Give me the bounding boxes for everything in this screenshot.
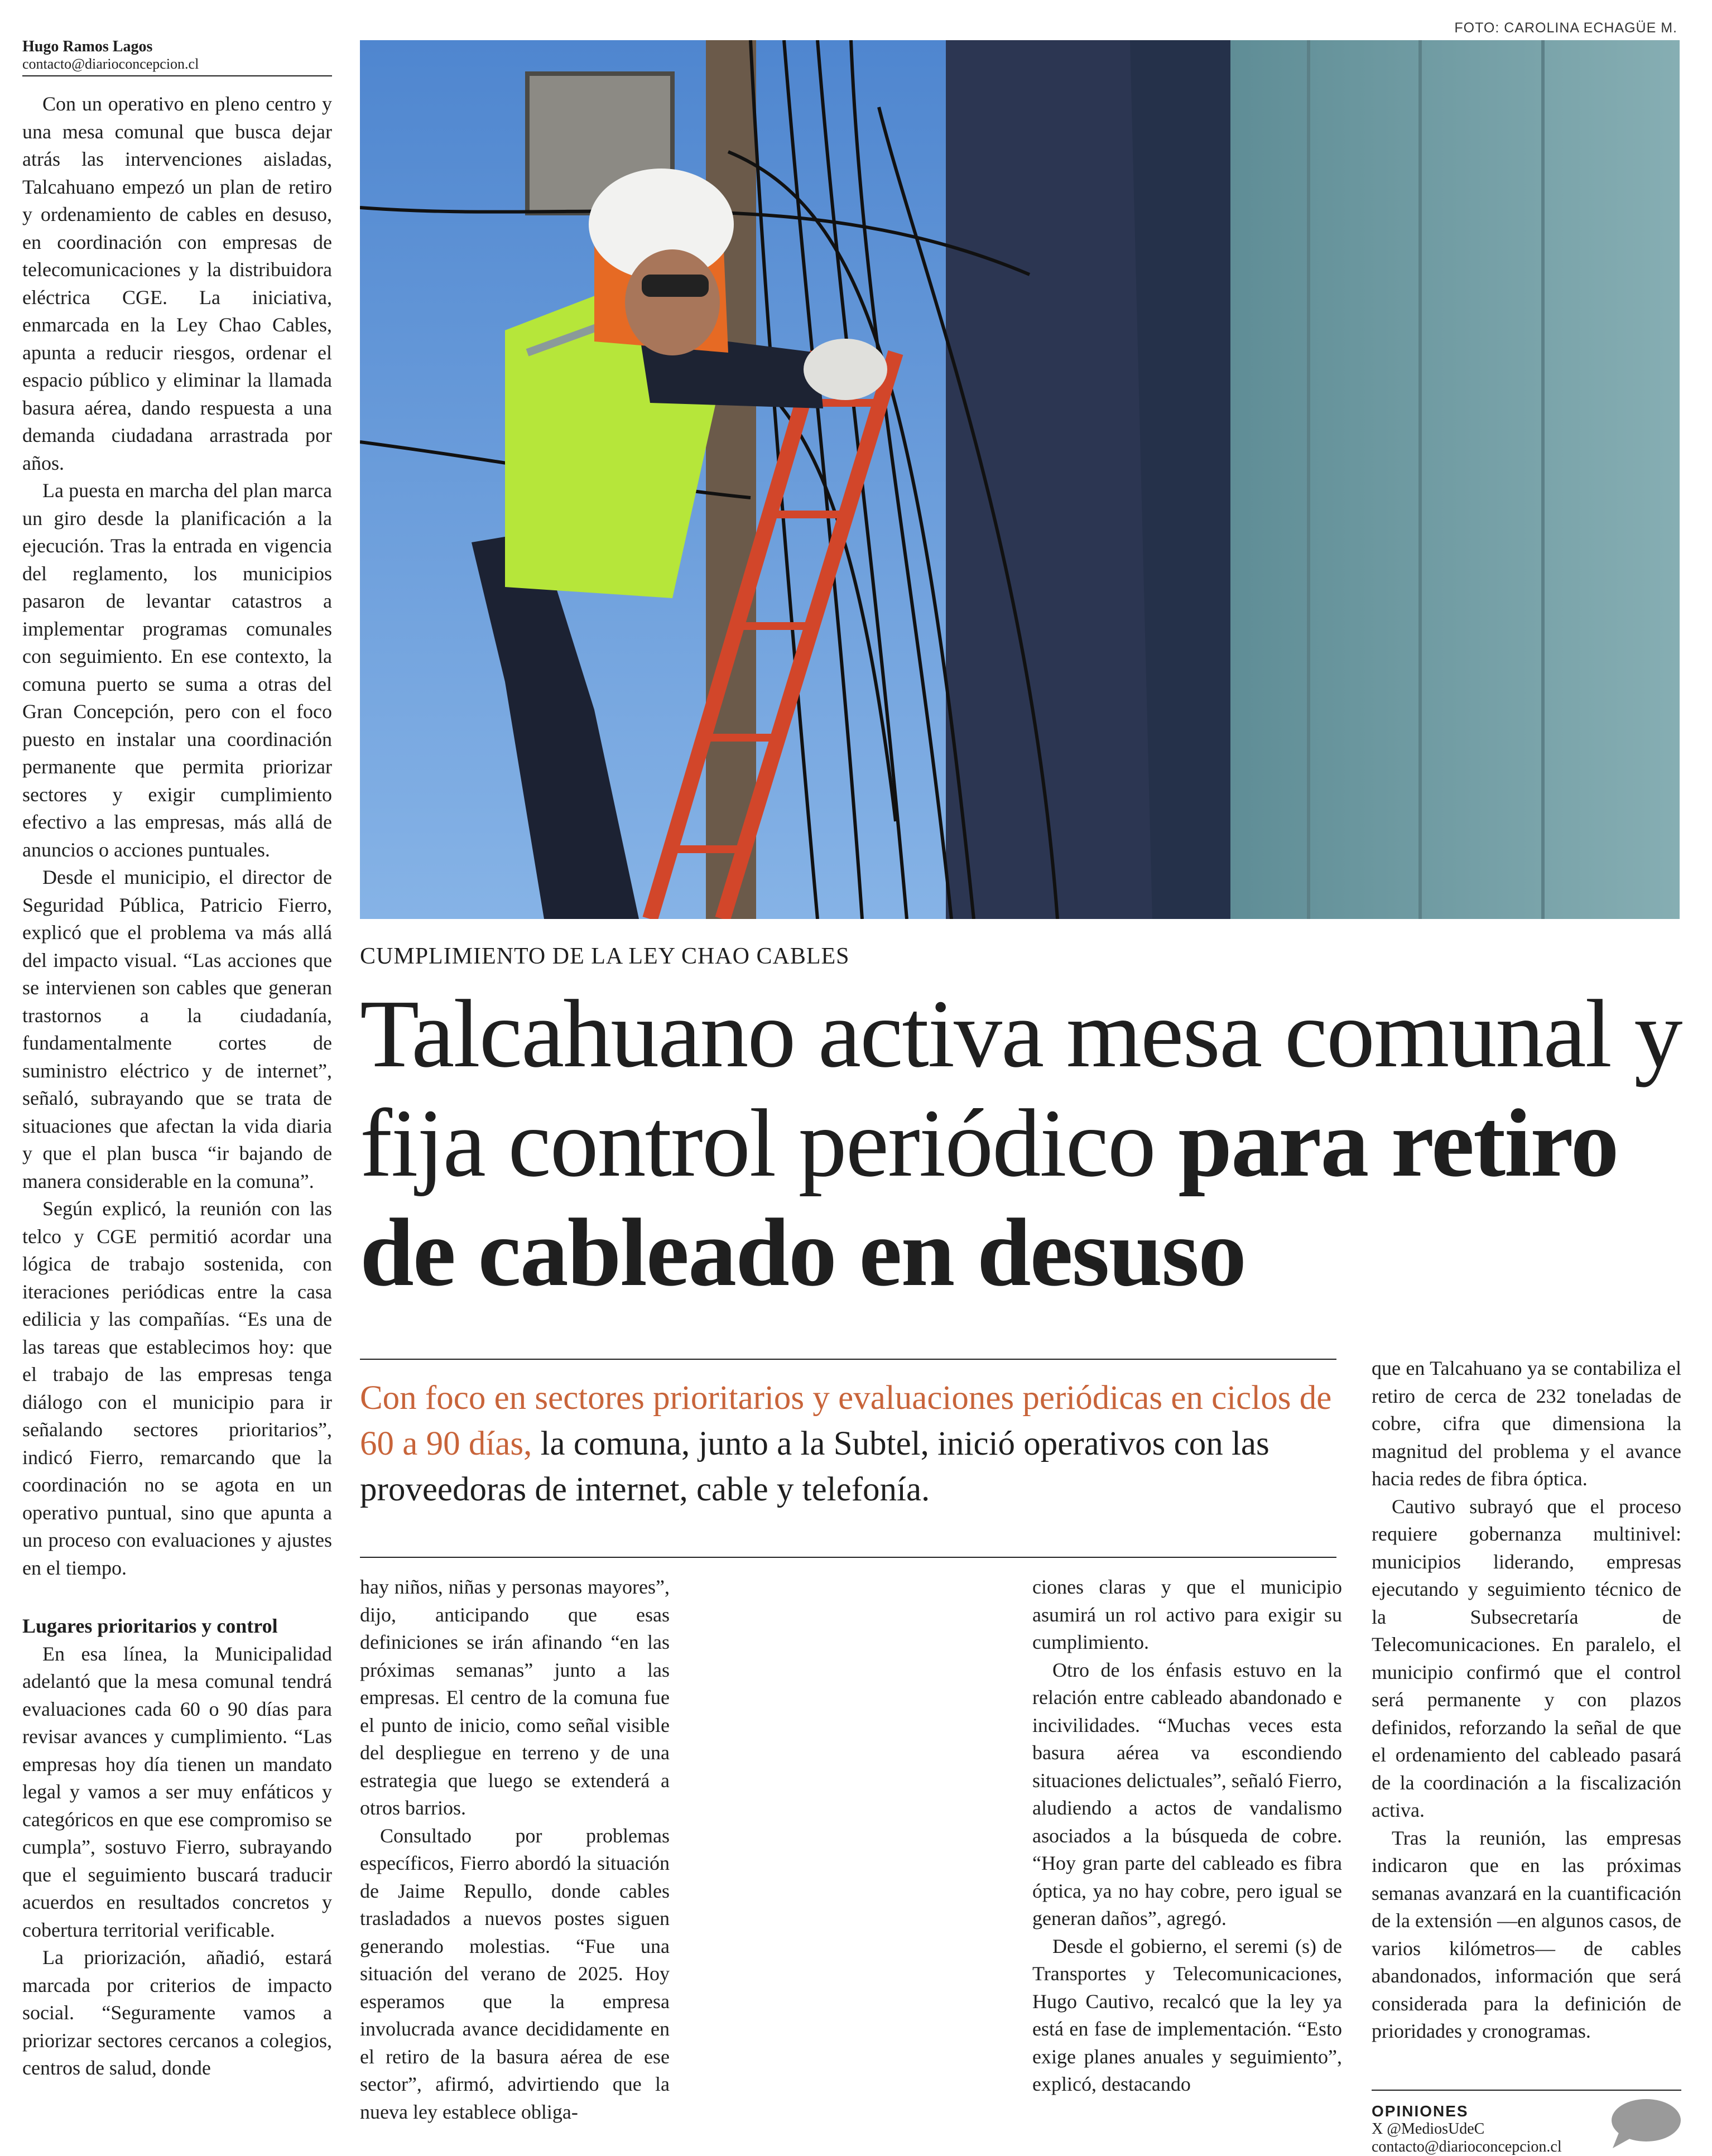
paragraph: ciones claras y que el municipio asumirá un rol activo para exigir su cumplimiento. — [1032, 1576, 1342, 1653]
article-column-4 — [1372, 1355, 1681, 2075]
opinions-social[interactable]: X @MediosUdeC — [1372, 2120, 1485, 2138]
deck-bottom-rule — [360, 1557, 1336, 1558]
article-deck — [360, 1375, 1353, 1513]
worker-on-ladder-illustration — [360, 40, 1680, 919]
opinions-label: OPINIONES — [1372, 2102, 1469, 2120]
article-kicker: CUMPLIMIENTO DE LA LEY CHAO CABLES — [360, 944, 850, 969]
paragraph: Otro de los énfasis estuvo en la relación entre cableado abandonado e incivilidades. “Muchas veces esta basura aérea va escondiendo situaciones delictuales”, señaló Fierro, aludiendo a actos de vandalismo asociados a la búsqueda de cobre. “Hoy gran parte del cableado es fibra óptica, ya no hay cobre, pero igual se generan daños”, agregó. — [1032, 1658, 1342, 1929]
deck-accent: Con foco en sectores prioritarios y evaluaciones periódicas en ciclos de 60 a 90 días, — [360, 1379, 1332, 1462]
paragraph: Desde el municipio, el director de Seguridad Pública, Patricio Fierro, explicó que el problema va más allá del impacto visual. “Las acciones que se intervienen son cables que generan trastornos a la ciudadanía, fundamentalmente cortes de suministro eléctrico y de internet”, señaló, subrayando que se trata de situaciones que afectan la vida diaria y que el plan busca “ir bajando de manera considerable en la comuna”. — [22, 866, 332, 1192]
byline-email: contacto@diarioconcepcion.cl — [22, 56, 199, 72]
article-column-1-lower — [22, 1613, 332, 2143]
headline-light: Talcahuano activa mesa comunal y fija control periódico — [360, 980, 1682, 1197]
article-column-2 — [360, 1573, 670, 2137]
paragraph: La puesta en marcha del plan marca un giro desde la planificación a la ejecución. Tras la entrada en vigencia del reglamento, los municipios pasaron de levantar catastros a implementar programas comunales con seguimiento. En ese contexto, la comuna puerto se suma a otras del Gran Concepción, pero con el foco puesto en instalar una coordinación permanente que permita priorizar sectores y exigir cumplimiento efectivo a las empresas, más allá de anuncios o acciones puntuales. — [22, 479, 332, 861]
paragraph: En esa línea, la Municipalidad adelantó que la mesa comunal tendrá evaluaciones cada 60 o 90 días para revisar avances y cumplimiento. “Las empresas hoy día tienen un mandato legal y vamos a ser muy enfáticos y categóricos en que ese compromiso se cumpla”, sostuvo Fierro, subrayando que el seguimiento buscará traducir acuerdos en resultados concretos y cobertura territorial verificable. — [22, 1642, 332, 1941]
opinions-email[interactable]: contacto@diarioconcepcion.cl — [1372, 2138, 1562, 2155]
photo-credit: FOTO: CAROLINA ECHAGÜE M. — [1454, 20, 1677, 36]
byline-author: Hugo Ramos Lagos — [22, 38, 153, 55]
paragraph: Con un operativo en pleno centro y una mesa comunal que busca dejar atrás las intervenciones aisladas, Talcahuano empezó un plan de retiro y ordenamiento de cables en desuso, en coordinación con empresas de telecomunicaciones y la distribuidora eléctrica CGE. La iniciativa, enmarcada en la Ley Chao Cables, apunta a reducir riesgos, ordenar el espacio público y eliminar la llamada basura aérea, dando respuesta a una demanda ciudadana arrastrada por años. — [22, 93, 332, 474]
paragraph: Cautivo subrayó que el proceso requiere gobernanza multinivel: municipios liderando, empresas ejecutando y seguimiento técnico de la Subsecretaría de Telecomunicaciones. En paralelo, el municipio confirmó que el control será permanente y con plazos definidos, reforzando la señal de que el ordenamiento del cableado pasará de la coordinación a la fiscalización activa. — [1372, 1495, 1681, 1821]
headline-bold: para retiro de cableado en desuso — [360, 1089, 1618, 1306]
paragraph: Tras la reunión, las empresas indicaron que en las próximas semanas avanzará en la cuantificación de la extensión —en algunos casos, de varios kilómetros— de cables abandonados, información que será considerada para la definición de prioridades y cronogramas. — [1372, 1826, 1681, 2042]
deck-text: la comuna, junto a la Subtel, inició operativos con las proveedoras de internet, cable y telefonía. — [360, 1425, 1269, 1508]
paragraph: Consultado por problemas específicos, Fierro abordó la situación de Jaime Repullo, donde cables trasladados a nuevos postes siguen generando molestias. “Fue una situación del verano de 2025. Hoy esperamos que la empresa involucrada avance decididamente en el retiro de la basura aérea de ese sector”, afirmó, advirtiendo que la nueva ley establece obliga- — [360, 1824, 670, 2123]
paragraph: Según explicó, la reunión con las telco y CGE permitió acordar una lógica de trabajo sostenida, con iteraciones periódicas entre la casa edilicia y las compañías. “Es una de las tareas que establecimos hoy: que el trabajo de las empresas tenga diálogo con el municipio para ir señalando sectores prioritarios”, indicó Fierro, remarcando que la coordinación no se agota en un operativo puntual, sino que apunta a un proceso con evaluaciones y ajustes en el tiempo. — [22, 1197, 332, 1579]
paragraph: hay niños, niñas y personas mayores”, dijo, anticipando que esas definiciones se irán afinando “en las próximas semanas” junto a las empresas. El centro de la comuna fue el punto de inicio, como señal visible del despliegue en terreno y de una estrategia que luego se extenderá a otros barrios. — [360, 1576, 670, 1819]
paragraph: La priorización, añadió, estará marcada por criterios de impacto social. “Seguramente vamos a priorizar sectores cercanos a colegios, centros de salud, donde — [22, 1946, 332, 2079]
article-headline — [360, 979, 1699, 1307]
opinions-rule — [1372, 2090, 1681, 2091]
article-photo — [360, 40, 1680, 919]
deck-top-rule — [360, 1359, 1336, 1360]
paragraph: que en Talcahuano ya se contabiliza el retiro de cerca de 232 toneladas de cobre, cifra que dimensiona la magnitud del problema y el avance hacia redes de fibra óptica. — [1372, 1357, 1681, 1490]
section-subhead: Lugares prioritarios y control — [22, 1615, 278, 1637]
article-column-1 — [22, 90, 332, 1597]
article-column-3 — [1032, 1573, 1342, 2137]
paragraph: Desde el gobierno, el seremi (s) de Transportes y Telecomunicaciones, Hugo Cautivo, recalcó que la ley ya está en fase de implementación. “Esto exige planes anuales y seguimiento”, explicó, destacando — [1032, 1934, 1342, 2095]
byline-rule — [22, 75, 332, 76]
speech-bubble-icon — [1607, 2097, 1682, 2153]
